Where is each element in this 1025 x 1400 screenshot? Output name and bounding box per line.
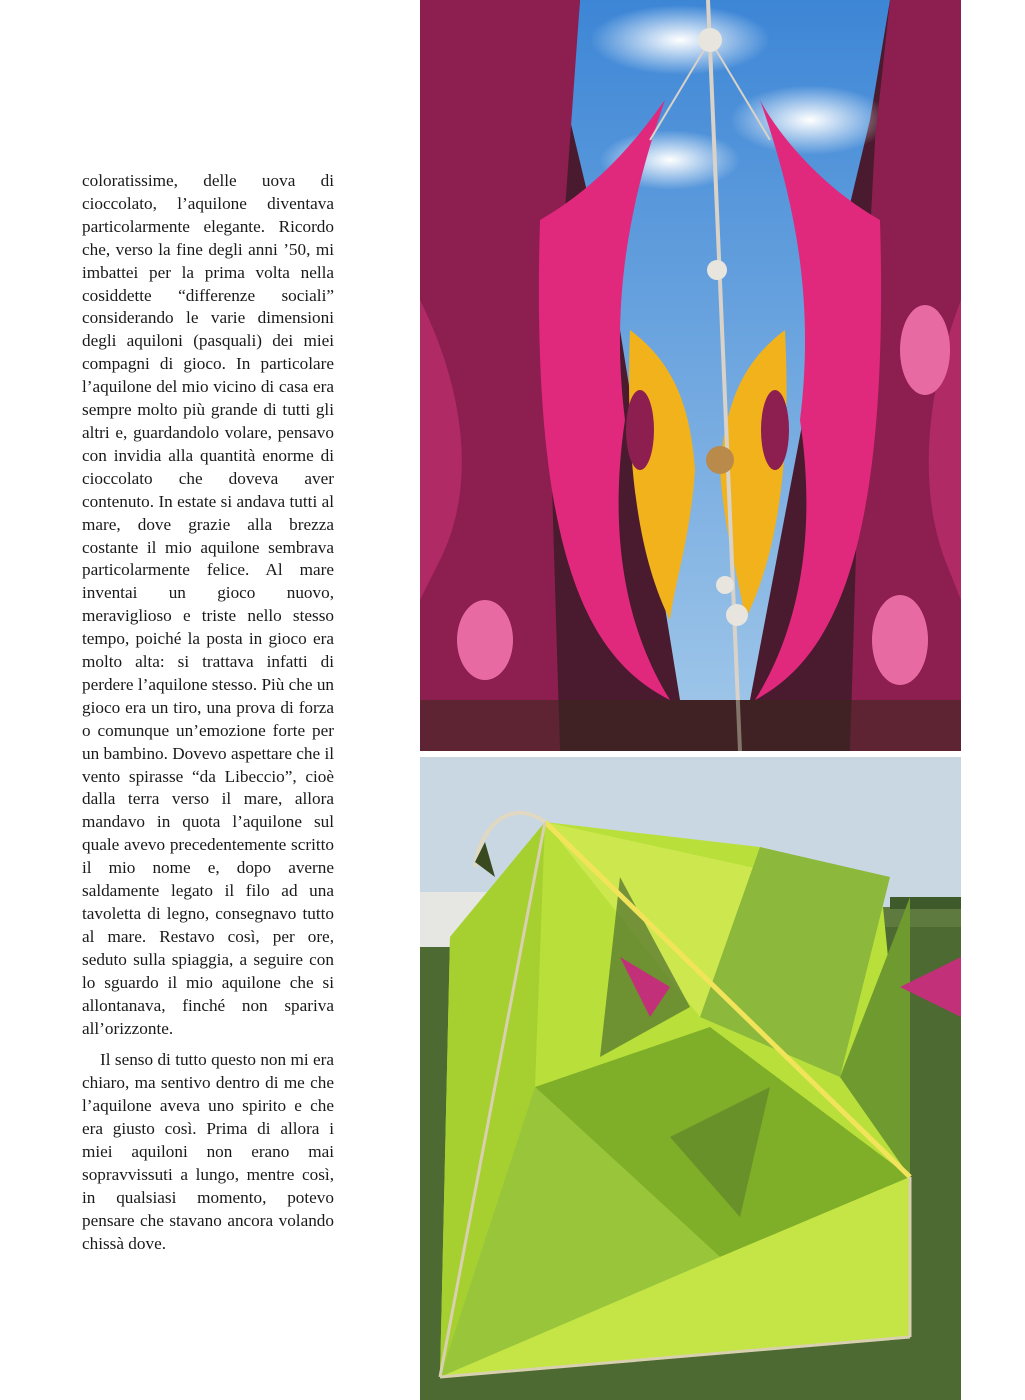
article-paragraph-2: Il senso di tutto questo non mi era chiaro, ma sentivo dentro di me che l’aquilone aveva uno spirito e che era giusto così. Prima di allora i miei aquiloni non erano mai sopravvissuti a lungo, mentre così, in qualsiasi momento, potevo pensare che stavano ancora volando chissà dove. (82, 1050, 334, 1253)
article-paragraph-1: coloratissime, delle uova di cioccolato, l’aquilone diventava particolarmente elegante. Ricordo che, verso la fine degli anni ’50, mi imbattei per la prima volta nella cosiddette “differenze sociali” considerando le varie dimensioni degli aquiloni (pasquali) dei miei compagni di gioco. In particolare l’aquilone del mio vicino di casa era sempre molto più grande di tutti gli altri e, guardandolo volare, pensavo con invidia alla quantità enorme di cioccolato che doveva aver contenuto. In estate si andava tutti al mare, dove grazie alla brezza costante il mio aquilone sembrava particolarmente felice. Al mare inventai un gioco nuovo, meraviglioso e triste nello stesso tempo, poiché la posta in gioco era molto alta: si trattava infatti di perdere l’aquilone stesso. Più che un gioco era un tiro, una prova di forza o comunque un’emozione forte per un bambino. Dovevo aspettare che il vento spirasse “da Libeccio”, cioè dalla terra verso il mare, allora mandavo in quota l’aquilone sul quale avevo precedentemente scritto il mio nome e, dopo averne saldamente legato il filo ad una tavoletta di legno, consegnavo tutto al mare. Restavo così, per ore, seduto sulla spiaggia, a seguire con lo sguardo il mio aquilone che si allontanava, finché non spariva all’orizzonte. (82, 171, 335, 1038)
kite-photo-green-tetrahedral (420, 757, 961, 1400)
kite-photo-magenta-yellow-image (420, 0, 961, 751)
article-text-column (82, 170, 334, 1256)
kite-photo-green-tetrahedral-image (420, 757, 961, 1400)
kite-photo-magenta-yellow (420, 0, 961, 751)
page-margin (961, 0, 1025, 1400)
